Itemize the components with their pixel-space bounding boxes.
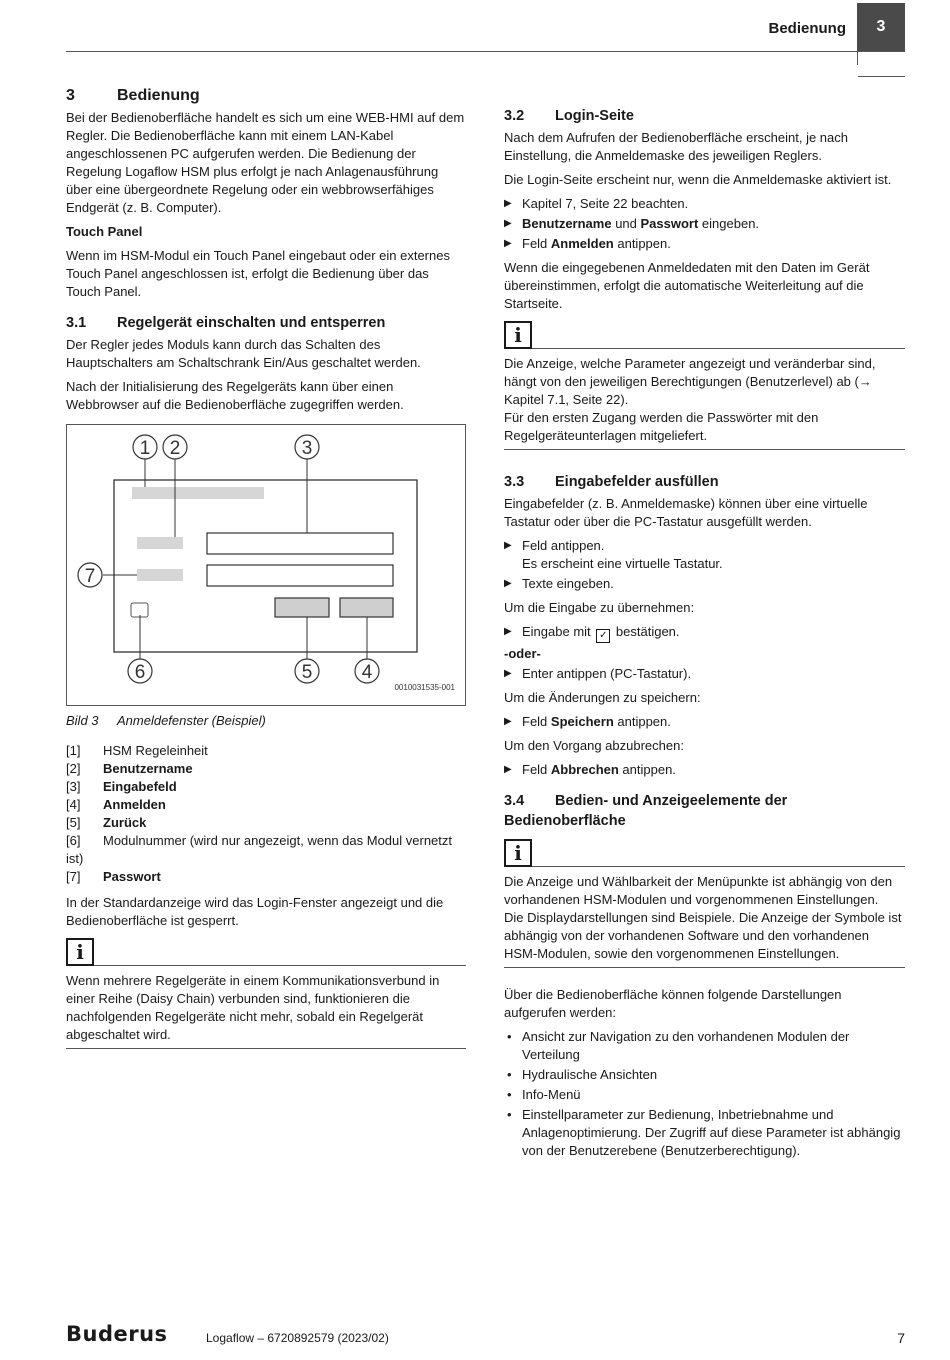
- list-item: • Ansicht zur Navigation zu den vorhandenen Modulen der Verteilung: [507, 1029, 850, 1062]
- footer-document-id: Logaflow – 6720892579 (2023/02): [206, 1331, 389, 1345]
- standard-display-text: In der Standardanzeige wird das Login-Fenster angezeigt und die Bedienoberfläche ist gesperrt.: [66, 895, 444, 928]
- password-label-bar: [137, 569, 183, 581]
- list-item: • Info-Menü: [507, 1087, 581, 1102]
- callout-1-label: 1: [139, 438, 151, 459]
- right-column: [504, 106, 905, 1162]
- section-3-2-heading: 3.2 Login-Seite: [504, 108, 634, 124]
- info-box-permissions: [504, 321, 905, 450]
- info-icon: i: [504, 321, 532, 349]
- save-intro: Um die Änderungen zu speichern:: [504, 690, 701, 705]
- input-field-1: [207, 533, 393, 554]
- callout-4-label: 4: [361, 662, 373, 683]
- step-item: ▶ Feld Speichern antippen.: [504, 714, 671, 729]
- checkmark-icon: ✓: [596, 629, 610, 643]
- list-item: • Einstellparameter zur Bedienung, Inbetriebnahme und Anlagenoptimierung. Der Zugriff auf diese Parameter ist abhängig von der Benutzerebene (Benutzerberechtigung).: [507, 1107, 901, 1158]
- abort-intro: Um den Vorgang abzubrechen:: [504, 738, 684, 753]
- step-item: ▶ Eingabe mit ✓ bestätigen.: [504, 624, 680, 641]
- module-number-box: [131, 603, 148, 617]
- info-icon: i: [504, 839, 532, 867]
- login-window-figure: [66, 424, 466, 706]
- left-column: [66, 82, 466, 1059]
- step-item: ▶ Feld Abbrechen antippen.: [504, 762, 676, 777]
- intro-paragraph: Bei der Bedienoberfläche handelt es sich um eine WEB-HMI auf dem Regler. Die Bedienoberfläche kann mit einem LAN-Kabel angeschlossenen PC aufgerufen werden. Die Bedienung der Regelung Logaflow HSM plus erfolgt je nach Anlagenausführung über eine übergeordnete Regelung oder ein webbrowserfähiges Endgerät (z. B. Computer).: [66, 110, 465, 215]
- info-text: Wenn mehrere Regelgeräte in einem Kommunikationsverbund in einer Reihe (Daisy Chain) verbunden sind, funktionieren die nachfolgenden Regelgeräte nicht mehr, sobald ein Regelgerät abgeschaltet wird.: [66, 973, 440, 1042]
- legend-item: [5] Zurück: [66, 815, 147, 830]
- info-text-2: Die Displaydarstellungen sind Beispiele. Die Anzeige der Symbole ist abhängig von der vorhandenen Software und den vorhandenen HSM-Modulen, sowie den vorgenommenen Einstellungen.: [504, 910, 902, 961]
- step-item: ▶ Feld antippen. Es erscheint eine virtuelle Tastatur.: [504, 538, 723, 571]
- section-3-3-paragraph-1: Eingabefelder (z. B. Anmeldemaske) können über eine virtuelle Tastatur oder über die PC-Tastatur ausgefüllt werden.: [504, 496, 868, 529]
- take-input-intro: Um die Eingabe zu übernehmen:: [504, 600, 695, 615]
- legend-item: [1] HSM Regeleinheit: [66, 743, 208, 758]
- list-item: • Hydraulische Ansichten: [507, 1067, 658, 1082]
- callout-5-label: 5: [301, 662, 313, 683]
- section-3-1-heading: 3.1 Regelgerät einschalten und entsperren: [66, 315, 386, 331]
- username-label-bar: [137, 537, 183, 549]
- section-3-2-paragraph-3: Wenn die eingegebenen Anmeldedaten mit den Daten im Gerät übereinstimmen, erfolgt die automatische Weiterleitung auf die Startseite.: [504, 260, 870, 311]
- info-icon: i: [66, 938, 94, 966]
- step-item: ▶ Kapitel 7, Seite 22 beachten.: [504, 196, 689, 211]
- info-box-display: [504, 839, 905, 968]
- legend-item: [7] Passwort: [66, 869, 161, 884]
- header-tick: [857, 51, 858, 65]
- hsm-unit-bar: [132, 487, 264, 499]
- input-field-2: [207, 565, 393, 586]
- info-text-2: Für den ersten Zugang werden die Passwörter mit den Regelgeräteunterlagen mitgeliefert.: [504, 410, 819, 443]
- header-rule: [66, 51, 905, 52]
- callout-3-label: 3: [301, 438, 313, 459]
- legend-item: [4] Anmelden: [66, 797, 166, 812]
- section-3-4-paragraph: Über die Bedienoberfläche können folgende Darstellungen aufgerufen werden:: [504, 987, 842, 1020]
- figure-code: 0010031535-001: [394, 683, 455, 692]
- figure-legend: [66, 742, 466, 886]
- figure-caption: Bild 3 Anmeldefenster (Beispiel): [66, 713, 266, 728]
- legend-item: [6] Modulnummer (wird nur angezeigt, wenn das Modul vernetzt ist): [66, 833, 453, 866]
- login-button-shape: [340, 598, 393, 617]
- section-3-4-heading: 3.4 Bedien- und Anzeigeelemente der Bedienoberfläche: [504, 793, 788, 829]
- section-3-3-heading: 3.3 Eingabefelder ausfüllen: [504, 474, 719, 490]
- step-item: ▶ Texte eingeben.: [504, 576, 614, 591]
- or-label: -oder-: [504, 646, 541, 661]
- callout-7-label: 7: [84, 566, 96, 587]
- login-window-diagram: [67, 425, 465, 705]
- section-3-1-paragraph-1: Der Regler jedes Moduls kann durch das Schalten des Hauptschalters am Schaltschrank Ein/Aus geschaltet werden.: [66, 337, 421, 370]
- page-number: 7: [897, 1330, 905, 1346]
- callout-6-label: 6: [134, 662, 146, 683]
- section-3-1-paragraph-2: Nach der Initialisierung des Regelgeräts kann über einen Webbrowser auf die Bedienoberfläche zugegriffen werden.: [66, 379, 404, 412]
- buderus-logo: Buderus: [66, 1322, 168, 1346]
- header-rule-short: [858, 76, 905, 77]
- display-list: [504, 1028, 905, 1160]
- info-text-1: Die Anzeige und Wählbarkeit der Menüpunkte ist abhängig von den vorhandenen HSM-Modulen und vorgenommenen Einstellungen.: [504, 874, 893, 907]
- header-section-number: 3: [857, 3, 905, 51]
- legend-item: [3] Eingabefeld: [66, 779, 177, 794]
- login-steps: [504, 195, 905, 253]
- section-3-2-paragraph-2: Die Login-Seite erscheint nur, wenn die Anmeldemaske aktiviert ist.: [504, 172, 892, 187]
- input-steps: [504, 537, 905, 593]
- touch-panel-text: Wenn im HSM-Modul ein Touch Panel eingebaut oder ein externes Touch Panel angeschlossen ist, erfolgt die Bedienung über das Touch Panel.: [66, 248, 450, 299]
- header-section-title: Bedienung: [768, 20, 846, 37]
- back-button-shape: [275, 598, 329, 617]
- info-text-1: Die Anzeige, welche Parameter angezeigt und veränderbar sind, hängt von den jeweiligen Berechtigungen (Benutzerlevel) ab (→ Kapitel 7.1, Seite 22).: [504, 356, 876, 407]
- section-3-heading: 3 Bedienung: [66, 87, 200, 104]
- step-item: ▶ Benutzername und Passwort eingeben.: [504, 216, 760, 231]
- callout-2-label: 2: [169, 438, 181, 459]
- info-box-daisy-chain: [66, 938, 466, 1049]
- touch-panel-title: Touch Panel: [66, 224, 143, 239]
- step-item: ▶ Enter antippen (PC-Tastatur).: [504, 666, 692, 681]
- legend-item: [2] Benutzername: [66, 761, 193, 776]
- step-item: ▶ Feld Anmelden antippen.: [504, 236, 671, 251]
- section-3-2-paragraph-1: Nach dem Aufrufen der Bedienoberfläche erscheint, je nach Einstellung, die Anmeldemaske des jeweiligen Reglers.: [504, 130, 848, 163]
